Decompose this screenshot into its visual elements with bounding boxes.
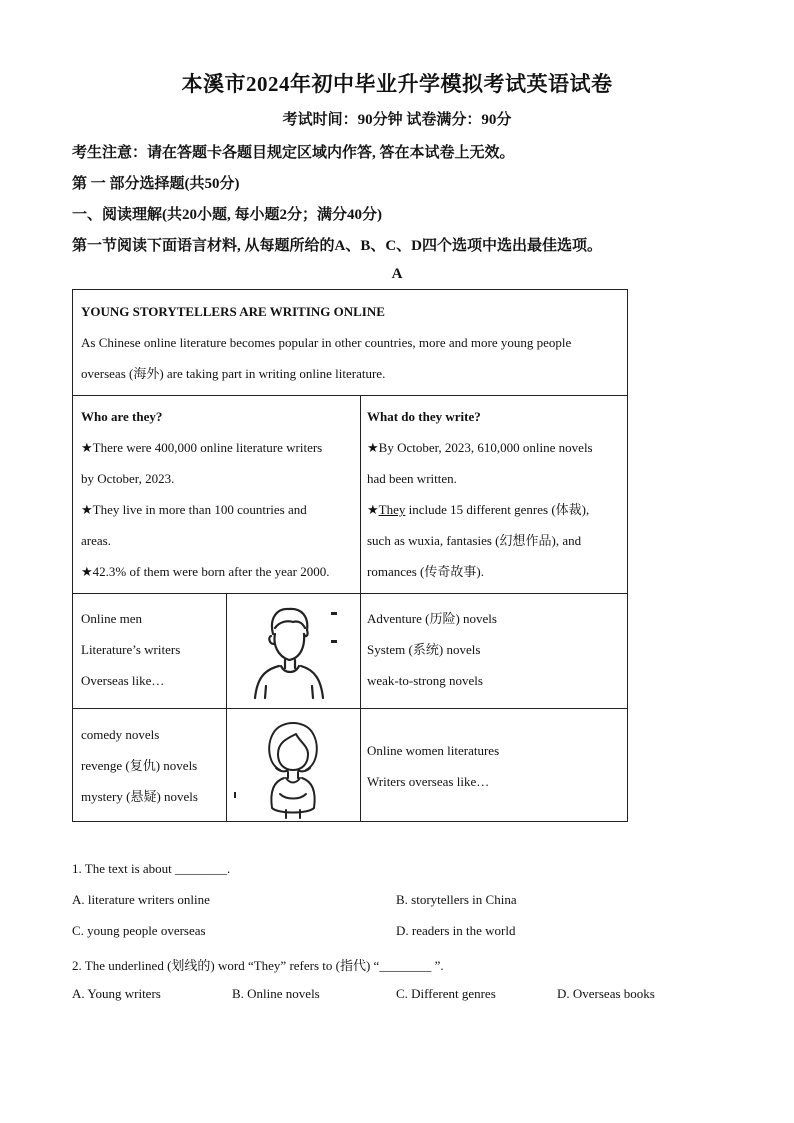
question-1-stem: 1. The text is about ________. xyxy=(72,861,231,876)
question-2-option-d[interactable]: D. Overseas books xyxy=(557,986,655,1001)
men-genre: weak-to-strong novels xyxy=(367,673,483,688)
men-genre: Adventure (历险) novels xyxy=(367,611,497,626)
what-line-rest: include 15 different genres (体裁), xyxy=(405,502,590,517)
table-divider xyxy=(73,593,627,594)
men-genres-cell xyxy=(367,603,497,696)
women-genres-cell xyxy=(81,719,198,812)
women-line: Online women literatures xyxy=(367,743,500,758)
question-2-stem: 2. The underlined (划线的) word “They” refers to (指代) “________ ”. xyxy=(72,958,444,973)
exam-subtitle: 考试时间：90分钟 试卷满分：90分 xyxy=(282,112,512,128)
who-line: ★They live in more than 100 countries and xyxy=(81,502,307,517)
men-line: Literature’s writers xyxy=(81,642,181,657)
underlined-word-they: They xyxy=(378,502,406,517)
what-they-write-cell xyxy=(367,401,593,587)
men-line: Overseas like… xyxy=(81,673,165,688)
question-1-option-a[interactable]: A. literature writers online xyxy=(72,892,210,907)
what-line: such as wuxia, fantasies (幻想作品), and xyxy=(367,533,582,548)
what-line: ★By October, 2023, 610,000 online novels xyxy=(367,440,593,455)
section-heading: 一、阅读理解(共20小题, 每小题2分；满分40分) xyxy=(72,207,382,223)
women-writers-cell xyxy=(367,735,499,797)
exam-title: 本溪市2024年初中毕业升学模拟考试英语试卷 xyxy=(181,72,613,96)
part-heading: 第 一 部分选择题(共50分) xyxy=(72,176,240,192)
who-are-they-cell xyxy=(81,401,329,587)
question-1-option-b[interactable]: B. storytellers in China xyxy=(396,892,517,907)
question-1-option-d[interactable]: D. readers in the world xyxy=(396,923,516,938)
what-line: romances (传奇故事). xyxy=(367,564,484,579)
exam-notice: 考生注意：请在答题卡各题目规定区域内作答, 答在本试卷上无效。 xyxy=(72,145,515,161)
women-genre: mystery (悬疑) novels xyxy=(81,789,198,804)
question-1-option-c[interactable]: C. young people overseas xyxy=(72,923,206,938)
women-genre: revenge (复仇) novels xyxy=(81,758,198,773)
table-intro-line: overseas (海外) are taking part in writing online literature. xyxy=(81,366,386,381)
question-2-option-a[interactable]: A. Young writers xyxy=(72,986,161,1001)
who-line: by October, 2023. xyxy=(81,471,175,486)
what-line-they xyxy=(367,494,593,525)
who-line: ★42.3% of them were born after the year 2000. xyxy=(81,564,330,579)
star-glyph: ★ xyxy=(367,502,379,517)
woman-illustration xyxy=(228,714,358,820)
man-illustration xyxy=(233,600,357,704)
table-divider xyxy=(360,395,361,821)
table-divider xyxy=(73,708,627,709)
question-2-option-c[interactable]: C. Different genres xyxy=(396,986,496,1001)
who-heading: Who are they? xyxy=(81,409,163,424)
section-instruction: 第一节阅读下面语言材料, 从每题所给的A、B、C、D四个选项中选出最佳选项。 xyxy=(72,238,603,254)
who-line: areas. xyxy=(81,533,111,548)
table-divider xyxy=(226,593,227,821)
passage-table xyxy=(72,289,628,822)
women-genre: comedy novels xyxy=(81,727,160,742)
table-headline-block xyxy=(81,296,571,389)
men-writers-cell xyxy=(81,603,180,696)
women-line: Writers overseas like… xyxy=(367,774,490,789)
table-headline: YOUNG STORYTELLERS ARE WRITING ONLINE xyxy=(81,304,385,319)
what-line: had been written. xyxy=(367,471,457,486)
what-heading: What do they write? xyxy=(367,409,481,424)
who-line: ★There were 400,000 online literature writers xyxy=(81,440,323,455)
passage-label: A xyxy=(391,266,403,282)
men-line: Online men xyxy=(81,611,143,626)
question-2-option-b[interactable]: B. Online novels xyxy=(232,986,320,1001)
men-genre: System (系统) novels xyxy=(367,642,481,657)
table-intro-line: As Chinese online literature becomes popular in other countries, more and more young people xyxy=(81,335,572,350)
table-divider xyxy=(73,395,627,396)
